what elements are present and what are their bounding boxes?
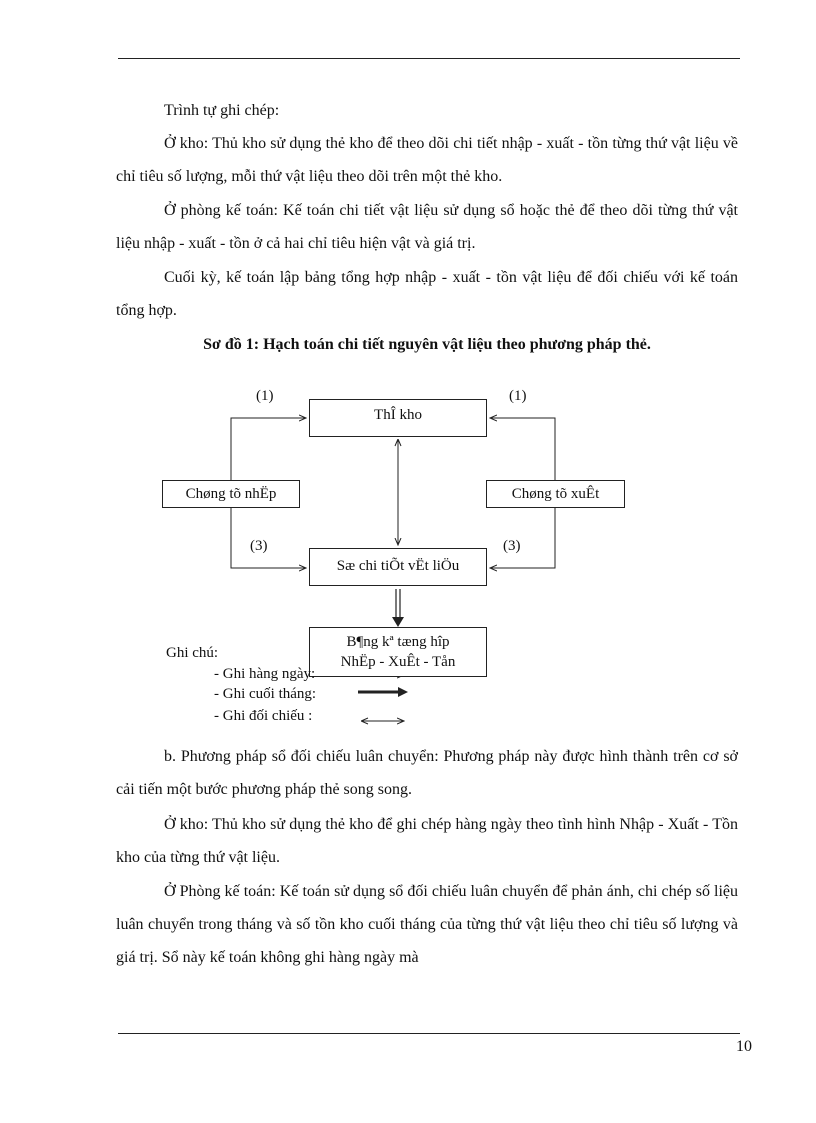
arrow-xuat-to-thekho [490,418,555,480]
paragraph-o-kho: Ở kho: Thủ kho sử dụng thẻ kho để ghi chép hàng ngày theo tình hình Nhập - Xuất - Tồn kho của từng thứ vật liệu. [116,816,738,866]
box-bang-line1: B¶ng kª tæng hîp [346,634,450,650]
label-top-right: (1) [509,388,527,404]
arrow-nhap-to-thekho [231,418,306,480]
footer-rule [118,1033,740,1034]
legend-title: Ghi chú: [166,645,219,661]
box-so-chi-tiet: Sæ chi tiÕt vËt liÖu [309,548,487,586]
box-the-kho: ThÎ kho [309,399,487,437]
paragraph-o-phong-ke-toan: Ở Phòng kế toán: Kế toán sử dụng sổ đối chiếu luân chuyển để phản ánh, chi chép số liệu luân chuyển trong tháng và số tồn kho cuối tháng của từng thứ vật liệu theo chỉ tiêu số lượng và giá trị. Sổ này kế toán không ghi hàng ngày mà [116,883,738,966]
box-bang-ke-tong-hop [309,627,487,677]
legend [166,642,316,728]
paragraph-kho: Ở kho: Thủ kho sử dụng thẻ kho để theo dõi chi tiết nhập - xuất - tồn từng thứ vật liệu về chỉ tiêu số lượng, mỗi thứ vật liệu theo dõi trên một thẻ kho. [116,135,738,185]
paragraph-cuoi-ky: Cuối kỳ, kế toán lập bảng tổng hợp nhập - xuất - tồn vật liệu để đối chiếu với kế toán tổng hợp. [116,269,738,319]
label-bottom-right: (3) [503,538,521,554]
arrow-nhap-to-so [231,508,306,568]
label-bottom-left: (3) [250,538,268,554]
label-top-left: (1) [256,388,274,404]
paragraph-phuong-phap-so: b. Phương pháp sổ đối chiếu luân chuyển: Phương pháp này được hình thành trên cơ sở cải tiến một bước phương pháp thẻ song song. [116,748,738,798]
box-chung-tu-xuat: Chøng tõ xuÊt [486,480,625,508]
legend-item-hang-ngay: - Ghi hàng ngày: [214,666,316,682]
arrow-xuat-to-so [490,508,555,568]
diagram-title: Sơ đồ 1: Hạch toán chi tiết nguyên vật liệu theo phương pháp thẻ. [203,336,651,353]
box-chung-tu-nhap: Chøng tõ nhËp [162,480,300,508]
legend-item-cuoi-thang: - Ghi cuối tháng: [214,686,317,702]
paragraph-phong-ke-toan: Ở phòng kế toán: Kế toán chi tiết vật liệu sử dụng sổ hoặc thẻ để theo dõi từng thứ vật liệu nhập - xuất - tồn ở cả hai chỉ tiêu hiện vật và giá trị. [116,202,738,252]
legend-item-doi-chieu: - Ghi đối chiếu : [214,708,313,724]
page-number: 10 [736,1038,752,1055]
box-bang-line2: NhËp - XuÊt - Tån [340,654,456,670]
intro-heading: Trình tự ghi chép: [164,102,280,119]
